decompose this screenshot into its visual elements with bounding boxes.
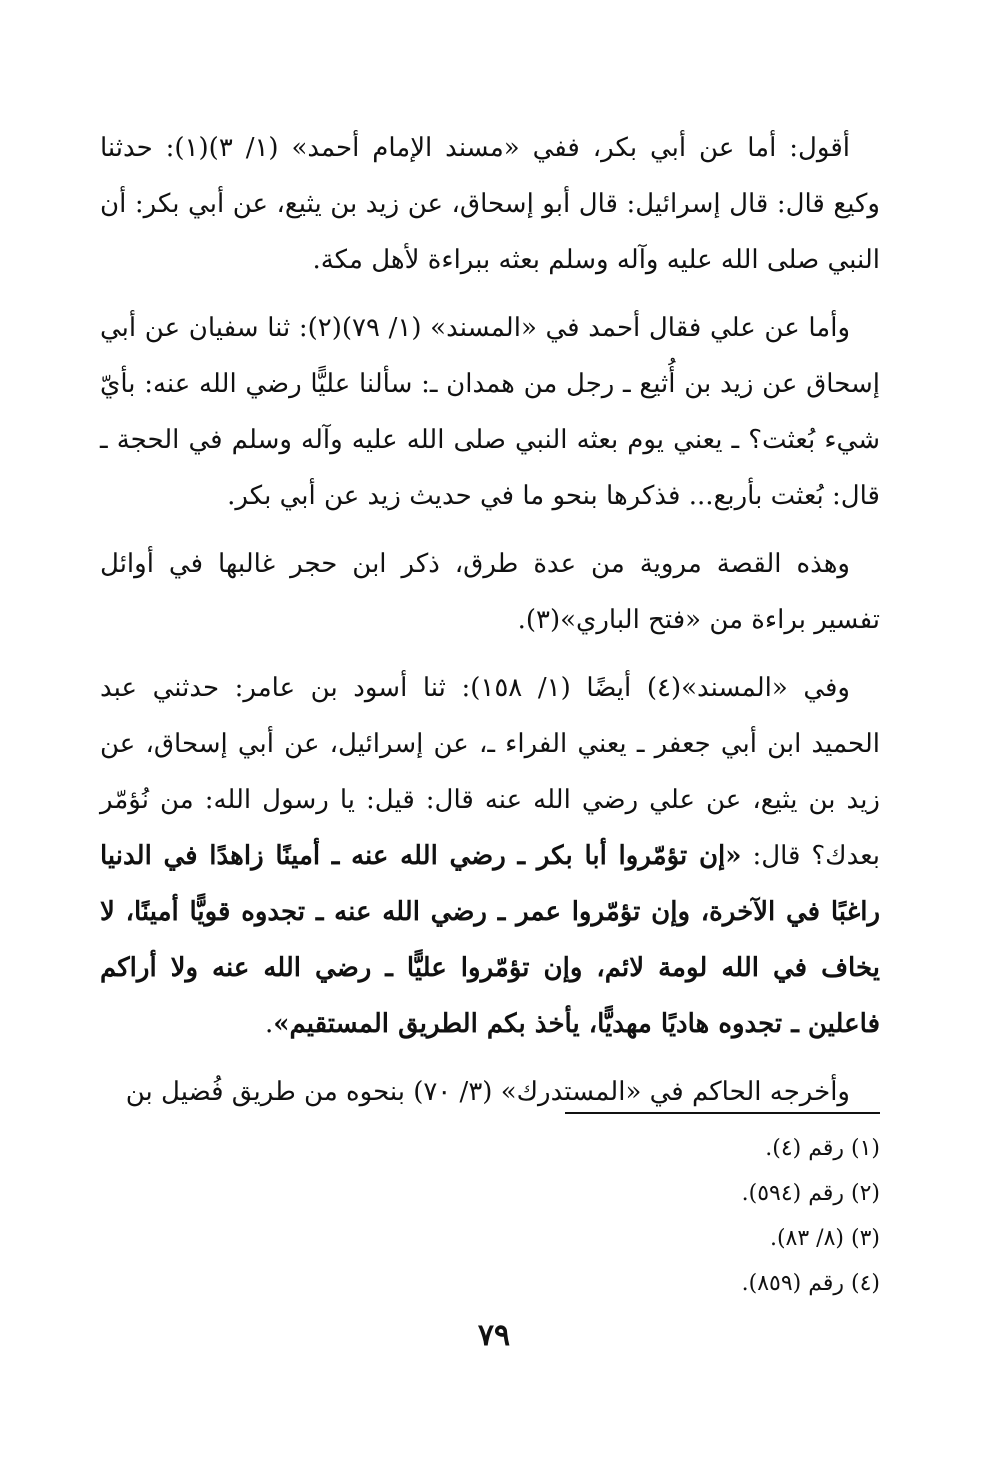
paragraph-story-routes: وهذه القصة مروية من عدة طرق، ذكر ابن حجر غالبها في أوائل تفسير براءة من «فتح الباري»(٣). [100,549,880,635]
footnote-4: (٤) رقم (٨٥٩). [741,1271,880,1296]
paragraph-ali: وأما عن علي فقال أحمد في «المسند» (١/ ٧٩)(٢): ثنا سفيان عن أبي إسحاق عن زيد بن أُثيع ـ رجل من همدان ـ: سألنا عليًّا رضي الله عنه: بأيّ شيء بُعثت؟ ـ يعني يوم بعثه النبي صلى الله عليه وآله وسلم في الحجة ـ قال: بُعثت بأربع... فذكرها بنحو ما في حديث زيد عن أبي بكر. [100,313,880,511]
footnote-3: (٣) (٨/ ٨٣). [769,1226,880,1251]
footnote-divider [565,1112,880,1114]
footnote-1: (١) رقم (٤). [765,1136,880,1161]
footnotes [380,1126,880,1306]
paragraph-musnad-hadith [100,660,880,1052]
paragraph-abu-bakr: أقول: أما عن أبي بكر، ففي «مسند الإمام أحمد» (١/ ٣)(١): حدثنا وكيع قال: قال إسرائيل: قال أبو إسحاق، عن زيد بن يثيع، عن أبي بكر: أن النبي صلى الله عليه وآله وسلم بعثه ببراءة لأهل مكة. [100,133,880,275]
footnote-2: (٢) رقم (٥٩٤). [741,1181,880,1206]
hadith-chain: وفي «المسند»(٤) أيضًا (١/ ١٥٨): ثنا أسود بن عامر: حدثني عبد الحميد ابن أبي جعفر ـ يعني الفراء ـ، عن إسرائيل، عن أبي إسحاق، عن زيد بن يثيع، عن علي رضي الله عنه قال: قيل: يا رسول الله: من نُؤمّر بعدك؟ قال: [100,673,881,871]
hadith-text-bold: «إن تؤمّروا أبا بكر ـ رضي الله عنه ـ أمينًا زاهدًا في الدنيا راغبًا في الآخرة، وإن تؤمّروا عمر ـ رضي الله عنه ـ تجدوه قويًّا أمينًا، لا يخاف في الله لومة لائم، وإن تؤمّروا عليًّا ـ رضي الله عنه ولا أراكم فاعلين ـ تجدوه هاديًا مهديًّا، يأخذ بكم الطريق المستقيم» [100,841,880,1039]
main-text [100,120,880,1132]
paragraph-hakim: وأخرجه الحاكم في «المستدرك» (٣/ ٧٠) بنحوه من طريق فُضيل بن [125,1077,850,1107]
hadith-end: . [264,1009,274,1039]
page-number: ٧٩ [477,1318,511,1353]
